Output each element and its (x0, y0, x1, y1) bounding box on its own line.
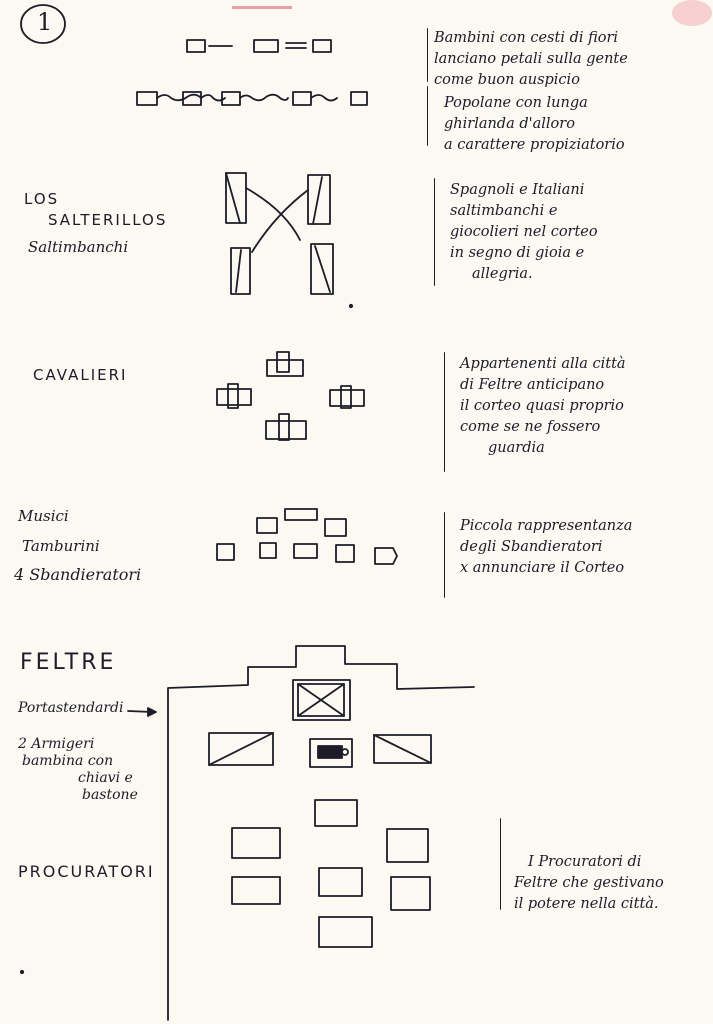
note-line: Bambini con cesti di fiori (434, 30, 619, 46)
bambini-box (254, 40, 278, 52)
cavalieri-formation (217, 352, 364, 440)
label-procuratori: PROCURATORI (18, 862, 155, 881)
note-bambini (434, 28, 628, 91)
note-line: saltimbanchi e (450, 203, 558, 219)
popolane-garland (137, 92, 367, 105)
note-line: come se ne fossero (460, 419, 601, 435)
armigeri-line: 2 Armigeri (18, 736, 95, 752)
bambini-formation (187, 40, 331, 52)
brace-procuratori (500, 818, 501, 910)
note-line: lanciano petali sulla gente (434, 51, 628, 67)
label-musici: Musici (18, 507, 69, 525)
musici-formation (217, 509, 397, 564)
page-number: 1 (37, 8, 53, 36)
bambini-box (313, 40, 331, 52)
brace-musici (444, 512, 445, 598)
brace-bambini (427, 28, 428, 82)
note-musici (460, 516, 632, 579)
brace-cavalieri (444, 352, 445, 472)
note-cavalieri (460, 354, 626, 459)
note-popolane (444, 93, 625, 156)
note-line: Feltre che gestivano (514, 875, 664, 891)
label-cavalieri: CAVALIERI (33, 366, 128, 384)
brace-salterillos (434, 178, 435, 286)
stendardo (293, 680, 350, 720)
armigeri-line: bastone (82, 787, 138, 803)
portastendardi-arrow (128, 708, 156, 716)
note-line: a carattere propiziatorio (444, 137, 625, 153)
popolane-box (351, 92, 367, 105)
procuratori-formation (232, 800, 430, 947)
armigeri-line: chiavi e (78, 770, 133, 786)
note-line: I Procuratori di (528, 854, 642, 870)
note-line: Spagnoli e Italiani (450, 182, 585, 198)
label-portastendardi: Portastendardi (18, 700, 124, 716)
note-line: il corteo quasi proprio (460, 398, 624, 414)
note-line: Piccola rappresentanza (460, 518, 633, 534)
label-los: LOS (24, 190, 60, 208)
note-line: come buon auspicio (434, 72, 580, 88)
note-line: x annunciare il Corteo (460, 560, 625, 576)
armigeri-line: bambina con (22, 753, 114, 769)
saltimbanchi-formation (226, 173, 333, 294)
brace-popolane (427, 86, 428, 146)
note-line: il potere nella città. (514, 896, 659, 912)
label-armigeri (18, 736, 138, 804)
note-procuratori (514, 852, 664, 915)
label-sbandieratori: 4 Sbandieratori (14, 565, 142, 584)
note-line: Appartenenti alla città (460, 356, 626, 372)
note-line: giocolieri nel corteo (450, 224, 598, 240)
note-salterillos (450, 180, 598, 285)
label-feltre: FELTRE (20, 650, 117, 675)
note-line: in segno di gioia e (450, 245, 585, 261)
note-line: degli Sbandieratori (460, 539, 603, 555)
label-saltimbanchi: Saltimbanchi (28, 238, 129, 256)
note-line: guardia (488, 440, 545, 456)
label-salterillos: SALTERILLOS (48, 211, 168, 229)
note-line: ghirlanda d'alloro (444, 116, 575, 132)
label-tamburini: Tamburini (22, 537, 100, 555)
popolane-box (137, 92, 157, 105)
popolane-box (293, 92, 311, 105)
bambina-chiavi (310, 739, 352, 767)
note-line: di Feltre anticipano (460, 377, 605, 393)
bambini-box (187, 40, 205, 52)
note-line: allegria. (472, 266, 533, 282)
note-line: Popolane con lunga (444, 95, 588, 111)
